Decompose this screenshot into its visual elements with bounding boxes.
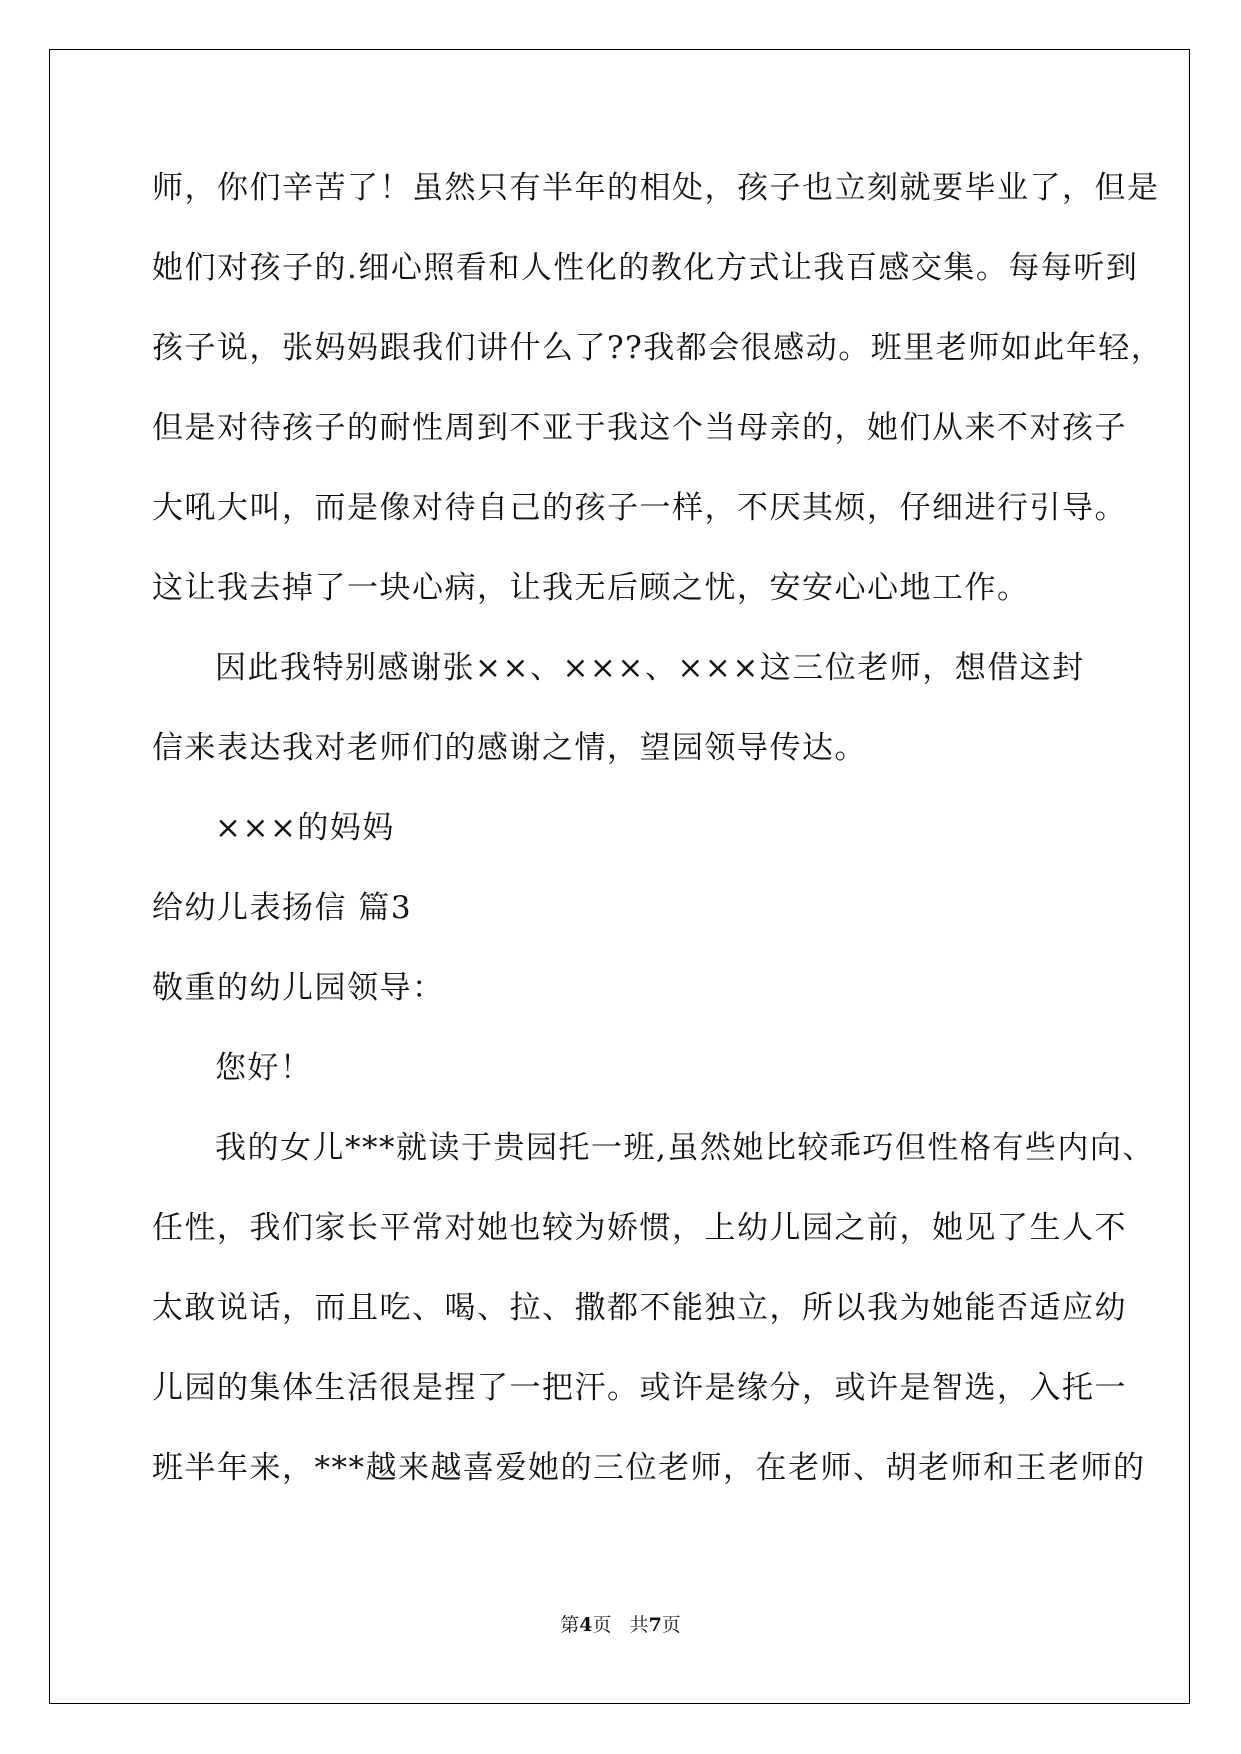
body-line-3: 孩子说，张妈妈跟我们讲什么了??我都会很感动。班里老师如此年轻，: [152, 330, 1164, 366]
footer-middle: 页 共: [592, 1614, 649, 1636]
body-line-8: 信来表达我对老师们的感谢之情，望园领导传达。: [152, 730, 867, 766]
body-line-1: 师，你们辛苦了！虽然只有半年的相处，孩子也立刻就要毕业了，但是: [152, 170, 1160, 206]
body-line-15: 太敢说话，而且吃、喝、拉、撒都不能独立，所以我为她能否适应幼: [152, 1290, 1127, 1326]
body-line-6: 这让我去掉了一块心病，让我无后顾之忧，安安心心地工作。: [152, 570, 1030, 606]
body-line-4: 但是对待孩子的耐性周到不亚于我这个当母亲的，她们从来不对孩子: [152, 410, 1127, 446]
footer-suffix: 页: [661, 1614, 681, 1636]
body-line-14: 任性，我们家长平常对她也较为娇惯，上幼儿园之前，她见了生人不: [152, 1210, 1127, 1246]
greeting: 您好！: [215, 1050, 313, 1086]
footer-current-page: 4: [579, 1614, 593, 1636]
signature-line: ×××的妈妈: [215, 810, 395, 846]
footer-prefix: 第: [560, 1614, 580, 1636]
footer-total-pages: 7: [648, 1614, 662, 1636]
salutation: 敬重的幼儿园领导：: [152, 970, 445, 1006]
section-heading: 给幼儿表扬信 篇3: [152, 890, 413, 926]
body-line-2: 她们对孩子的.细心照看和人性化的教化方式让我百感交集。每每听到: [152, 250, 1139, 286]
body-line-13: 我的女儿***就读于贵园托一班,虽然她比较乖巧但性格有些内向、: [215, 1130, 1155, 1166]
body-line-17: 班半年来，***越来越喜爱她的三位老师，在老师、胡老师和王老师的: [152, 1450, 1146, 1486]
body-line-7: 因此我特别感谢张××、×××、×××这三位老师，想借这封: [215, 650, 1085, 686]
body-line-5: 大吼大叫，而是像对待自己的孩子一样，不厌其烦，仔细进行引导。: [152, 490, 1127, 526]
body-line-16: 儿园的集体生活很是捏了一把汗。或许是缘分，或许是智选，入托一: [152, 1370, 1127, 1406]
page-footer: [0, 1612, 1241, 1638]
